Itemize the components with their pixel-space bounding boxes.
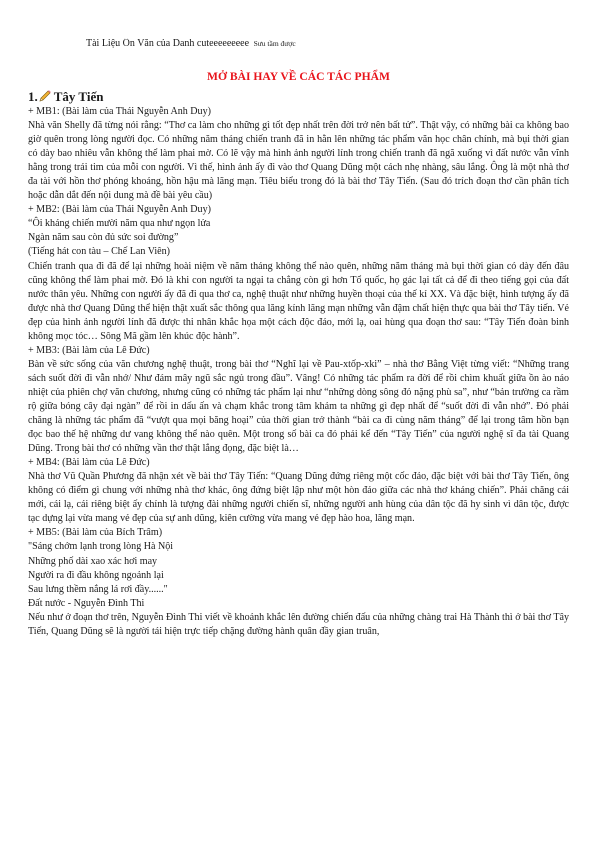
header-text: Tài Liệu Ôn Văn của Danh cuteeeeeeeee	[86, 38, 250, 49]
document-body	[28, 105, 569, 639]
section-heading	[28, 89, 569, 104]
poem-line: Người ra đi đầu không ngoảnh lại	[28, 569, 164, 581]
essay-source-label: + MB5: (Bài làm của Bích Trâm)	[28, 527, 163, 539]
paragraph: Nếu như ở đoạn thơ trên, Nguyễn Đình Thi viết về khoảnh khắc lên đường chiến đấu của những chàng trai Hà Thành thì ở bài thơ Tây Tiến, Quang Dũng sẽ là người tái hiện trực tiếp chặng đường hành quân đầy gian truân,	[28, 611, 569, 637]
poem-line: Đất nước - Nguyễn Đình Thi	[28, 597, 145, 609]
document-title: MỞ BÀI HAY VỀ CÁC TÁC PHẨM	[207, 70, 390, 83]
paragraph: Nhà thơ Vũ Quần Phương đã nhận xét về bài thơ Tây Tiến: “Quang Dũng đứng riêng một cốc đảo, đặc biệt với bài thơ Tây Tiến, ông không có điểm gì chung với những nhà thơ khác, ông đứng biệt lập như một hòn đảo giữa các nhà thơ kháng chiến”. Phải chăng cái mới, cái lạ, cái riêng biệt ấy chính là tượng đài những người chiến sĩ, những người anh hùng của dân tộc đã hy sinh vì dân tộc, được tạc dựng lại vừa mang vẻ đẹp của sự anh dũng, kiên cường vừa mang vẻ đẹp hào hoa, lãng mạn.	[28, 471, 569, 525]
header-small-text: Sưu tầm được	[253, 39, 296, 48]
page-header	[86, 38, 569, 50]
poem-line: "Sáng chớm lạnh trong lòng Hà Nội	[28, 541, 174, 553]
poem-line: “Ôi kháng chiến mười năm qua như ngọn lửa	[28, 218, 211, 230]
pencil-icon	[38, 90, 52, 103]
poem-line: Sau lưng thềm nắng lá rơi đầy......"	[28, 583, 168, 595]
essay-source-label: + MB2: (Bài làm của Thái Nguyễn Anh Duy)	[28, 204, 211, 216]
paragraph: Bàn về sức sống của văn chương nghệ thuật, trong bài thơ “Nghĩ lại về Pau-xtốp-xki” – nhà thơ Bằng Việt từng viết: “Những trang sách suốt đời đi vẫn nhớ/ Như đám mây ngũ sắc ngủ trong đầu”. Vâng! Có những tác phẩm ra đời để rồi chìm khuất giữa ồn ào náo nhiệt của phiên chợ văn chương, nhưng cũng có những tác phẩm lại như “những dòng sông đỏ nặng phù sa”, như “bản trường ca rầm rộ giữa bóng cây đại ngàn” để rồi in dấu ấn và chạm khắc trong tâm khảm ta những gì đẹp nhất để “suốt đời đi vẫn nhớ”. Đó phải chăng là những tác phẩm đã “vượt qua mọi băng hoại” của thời gian trở thành “bài ca đi cùng năm tháng” để lại trong tâm hồn bạn đọc bao thế hệ những dư vang không thể nào quên. Một trong số bài ca đó phải kể đến “Tây Tiến” của người nghệ sĩ đa tài Quang Dũng. Trong bài thơ có những vần thơ thật lắng đọng, đặc biệt là…	[28, 358, 569, 455]
essay-source-label: + MB4: (Bài làm của Lê Đức)	[28, 457, 150, 469]
paragraph: Chiến tranh qua đi đã để lại những hoài niệm về năm tháng không thể nào quên, những năm tháng mà bụi thời gian có dày đến đâu cũng không thể làm phai mờ. Đó là khi con người ta ngại ta chẳng còn gì hơn Tổ quốc, họ gác lại tất cả để đi theo tiếng gọi của đất nước thân yêu. Những con người ấy đã đi qua thơ ca, nghệ thuật như những huyền thoại của thế kỉ XX. Và đặc biệt, hình tượng ấy đã được nhà thơ Quang Dũng thể hiện thật xuất sắc thông qua lăng kính lãng mạn những vẫn đậm chất hiện thực qua bài thơ Tây tiến. Vẻ đẹp của hình ảnh người lính đã được thi nhân khắc họa một cách độc đáo, mới lạ, oai hùng qua đoạn thơ sau: “Tây Tiến đoàn binh không mọc tóc… Sông Mã gầm lên khúc độc hành”.	[28, 260, 569, 342]
section-name: Tây Tiến	[53, 89, 104, 104]
section-number: 1.	[28, 89, 38, 104]
poem-line: Ngàn năm sau còn đủ sức soi đường”	[28, 232, 179, 244]
poem-line: (Tiếng hát con tàu – Chế Lan Viên)	[28, 246, 170, 258]
paragraph: Nhà văn Shelly đã từng nói rằng: “Thơ ca làm cho những gì tốt đẹp nhất trên đời trở nên bất tử”. Thật vậy, có những bài ca không bao giờ quên trong lòng người đọc. Có những năm tháng chiến tranh đã in hằn lên những tác phẩm văn học chân chính, mà bụi thời gian có dày bao nhiêu vẫn không thể làm phai mờ. Có lẽ vậy mà hình ảnh người lính trong chiến tranh đã ngã xuống vì đất nước vẫn vĩnh hằng trong trái tim của mỗi con người. Vì thế, hình ảnh ấy đi vào thơ Quang Dũng một cách nhẹ nhàng, sâu lắng. Ông là một nhà thơ đa tài với hồn thơ phóng khoáng, hồn hậu mà lãng mạn. Tiêu biểu trong đó là bài thơ Tây Tiến. (Sau đó trích đoạn thơ cần phân tích hoặc dẫn dắt đến nội dung mà đề bài yêu cầu)	[28, 120, 569, 202]
poem-line: Những phố dài xao xác hơi may	[28, 555, 158, 567]
essay-source-label: + MB1: (Bài làm của Thái Nguyễn Anh Duy)	[28, 106, 211, 117]
essay-source-label: + MB3: (Bài làm của Lê Đức)	[28, 344, 150, 356]
